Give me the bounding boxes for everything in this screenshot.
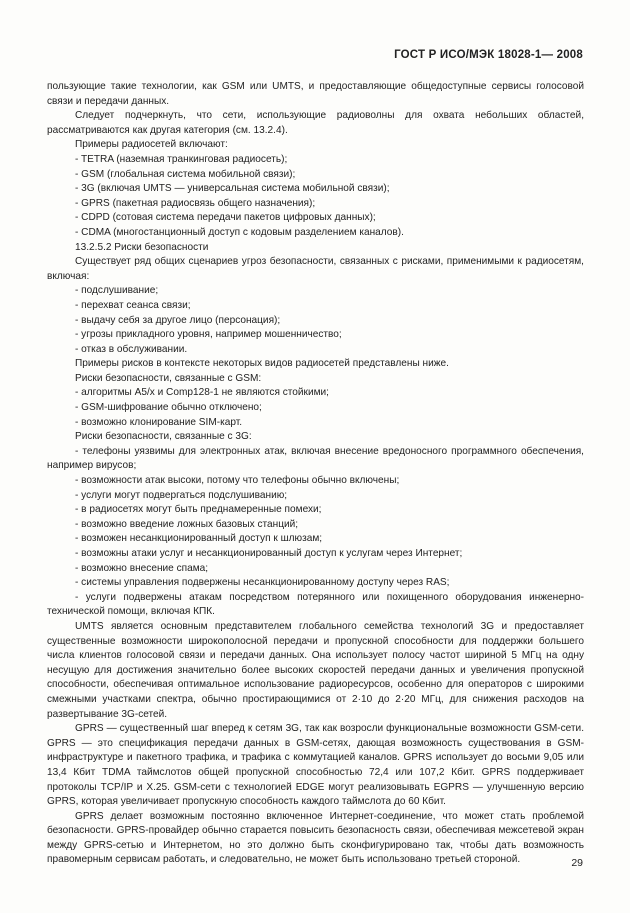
page-number: 29 (571, 857, 583, 869)
paragraph: Существует ряд общих сценариев угроз безопасности, связанных с рисками, применимыми к радиосетям, включая: (47, 256, 584, 282)
paragraph: Примеры рисков в контексте некоторых видов радиосетей представлены ниже. (75, 358, 449, 370)
list-item: - 3G (включая UMTS — универсальная система мобильной связи); (75, 183, 390, 195)
list-item: - в радиосетях могут быть преднамеренные помехи; (75, 504, 322, 516)
standard-header: ГОСТ Р ИСО/МЭК 18028-1— 2008 (394, 49, 583, 61)
paragraph: пользующие такие технологии, как GSM или UMTS, и предоставляющие общедоступные сервисы голосовой связи и передачи данных. (47, 81, 584, 107)
list-item: - возможно введение ложных базовых станций; (75, 518, 299, 530)
list-item: - GSM (глобальная система мобильной связи); (75, 168, 296, 180)
list-item: - GSM-шифрование обычно отключено; (75, 402, 262, 414)
paragraph: GPRS делает возможным постоянно включенное Интернет-соединение, что может стать проблемой безопасности. GPRS-провайдер обычно старается повысить безопасность связи, обеспечивая межсетевой экран между GPRS-сетью и Интернетом, но это должно быть сконфигурировано так, чтобы дать возможность правомерным сервисам работать, и следовательно, не может быть использовано третьей стороной. (47, 810, 584, 866)
list-item: - GPRS (пакетная радиосвязь общего назначения); (75, 197, 316, 209)
list-item: - возможности атак высоки, потому что телефоны обычно включены; (75, 475, 400, 487)
list-item: - возможно клонирование SIM-карт. (75, 416, 243, 428)
list-item: - CDPD (сотовая система передачи пакетов цифровых данных); (75, 212, 376, 224)
list-item: - CDMA (многостанционный доступ с кодовым разделением каналов). (75, 226, 404, 238)
list-item: - телефоны уязвимы для электронных атак, включая внесение вредоносного программного обеспечения, например вирусов; (47, 445, 584, 472)
paragraph: GPRS — существенный шаг вперед к сетям 3G, так как возросли функциональные возможности GSM-сети. GPRS — это спецификация передачи данных в GSM-сетях, дающая возможность существования в GSM-инфраструктуре и пакетного трафика, и трафика с коммутацией каналов. GPRS использует до восьми 9,05 или 13,4 Кбит TDMA таймслотов общей пропускной способностью 72,4 или 107,2 Кбит. GPRS поддерживает протоколы TCP/IP и X.25. GSM-сети с технологией EDGE могут реализовывать EGPRS — улучшенную версию GPRS, которая увеличивает пропускную способность каждого таймслота до 60 Кбит. (47, 723, 584, 808)
list-item: - услуги подвержены атакам посредством потерянного или похищенного оборудования инженерно-технической помощи, включая КПК. (47, 591, 584, 618)
list-item: - возможны атаки услуг и несанкционированный доступ к услугам через Интернет; (75, 548, 463, 559)
list-item: - выдачу себя за другое лицо (персонация); (75, 314, 281, 326)
paragraph: UMTS является основным представителем глобального семейства технологий 3G и предоставляет существенные возможности широкополосной передачи и пропускной способности для поддержки большего числа клиентов голосовой связи и передачи данных. Она использует полосу частот шириной 5 МГц на одну несущую для достижения значительно более высоких скоростей передачи данных и увеличения пропускной способности, обеспечивая оптимальное использование радиоресурсов, особенно для операторов с широкими смежными участками спектра, обычно простирающимися от 2·10 до 2·20 МГц, для снижения расходов на развертывание 3G-сетей. (47, 620, 584, 720)
list-item: - системы управления подвержены несанкционированному доступу через RAS; (75, 577, 450, 589)
list-item: - угрозы прикладного уровня, например мошенничество; (75, 329, 342, 341)
paragraph: Риски безопасности, связанные с 3G: (75, 431, 252, 443)
paragraph: Примеры радиосетей включают: (75, 139, 228, 151)
paragraph: Следует подчеркнуть, что сети, использующие радиоволны для охвата небольших областей, рассматриваются как другая категория (см. 13.2.4). (47, 110, 584, 136)
list-item: - возможно внесение спама; (75, 562, 209, 574)
document-body (47, 80, 584, 868)
list-item: - возможен несанкционированный доступ к шлюзам; (75, 533, 323, 545)
list-item: - услуги могут подвергаться подслушиванию; (75, 489, 288, 501)
paragraph: 13.2.5.2 Риски безопасности (75, 241, 209, 253)
list-item: - подслушивание; (75, 285, 159, 297)
paragraph: Риски безопасности, связанные с GSM: (75, 372, 262, 384)
list-item: - TETRA (наземная транкинговая радиосеть); (75, 153, 288, 165)
list-item: - отказ в обслуживании. (75, 343, 188, 355)
list-item: - перехват сеанса связи; (75, 299, 191, 311)
list-item: - алгоритмы А5/х и Comp128-1 не являются стойкими; (75, 387, 329, 399)
